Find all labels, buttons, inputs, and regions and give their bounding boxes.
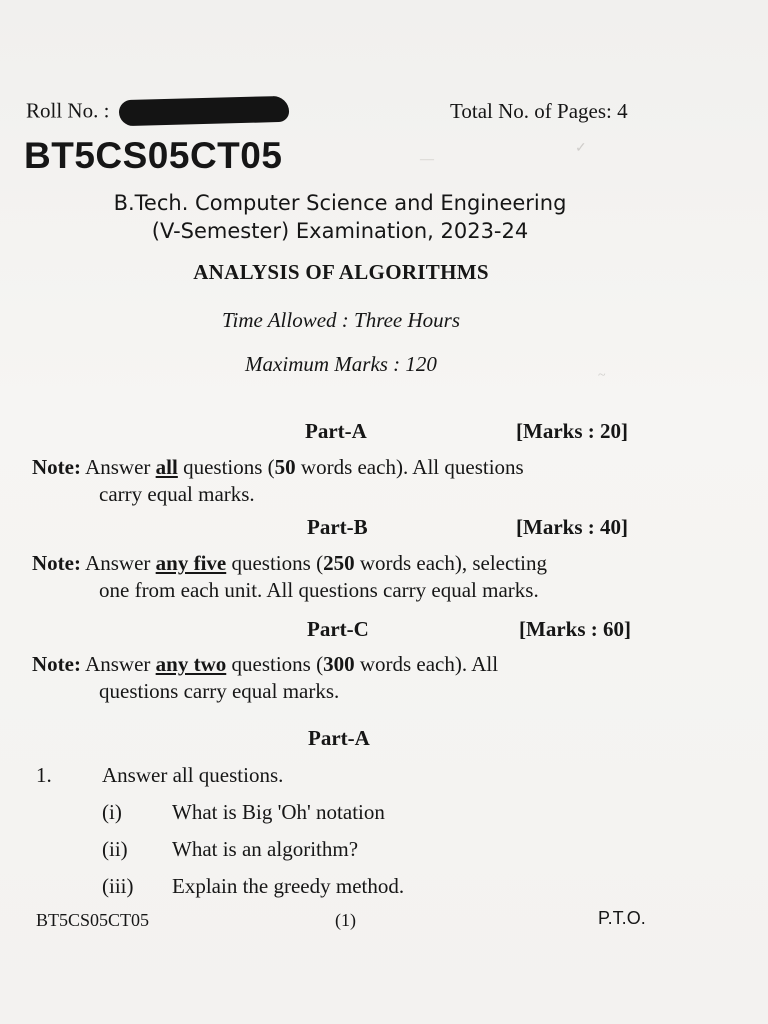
- part-b-marks: [Marks : 40]: [516, 515, 628, 539]
- question-number: 1.: [36, 763, 52, 787]
- part-a-note: [32, 454, 662, 508]
- part-c-heading: Part-C: [307, 617, 369, 641]
- sub-question-number: (i): [102, 800, 122, 824]
- section-heading: Part-A: [308, 726, 370, 750]
- redaction-mark: [118, 96, 289, 126]
- sub-question-text: What is Big 'Oh' notation: [172, 800, 385, 824]
- total-pages: Total No. of Pages: 4: [450, 99, 628, 123]
- sub-question-number: (ii): [102, 837, 128, 861]
- note-line-2: carry equal marks.: [99, 482, 255, 506]
- roll-number-label: Roll No. :: [26, 98, 110, 123]
- footer-page-number: (1): [335, 910, 356, 930]
- question-text: Answer all questions.: [102, 763, 284, 787]
- subject-title: ANALYSIS OF ALGORITHMS: [193, 260, 489, 284]
- time-allowed: Time Allowed : Three Hours: [221, 308, 460, 332]
- exam-line: (V-Semester) Examination, 2023-24: [151, 219, 529, 243]
- note-text: Answer any five questions (250 words each), selecting: [85, 551, 547, 575]
- sub-question-text: Explain the greedy method.: [172, 874, 405, 898]
- note-text: Answer any two questions (300 words each). All: [85, 652, 499, 676]
- part-b-heading: Part-B: [307, 515, 368, 539]
- show-through-mark: ~: [598, 368, 606, 383]
- maximum-marks: Maximum Marks : 120: [245, 352, 437, 376]
- note-line-2: questions carry equal marks.: [99, 679, 340, 703]
- footer-pto: P.T.O.: [598, 908, 646, 928]
- footer-paper-code: BT5CS05CT05: [36, 910, 150, 930]
- part-c-note: [32, 651, 662, 705]
- show-through-mark: ✓: [575, 141, 587, 156]
- sub-question-text: What is an algorithm?: [172, 837, 359, 861]
- note-label: Note:: [32, 652, 81, 676]
- part-c-marks: [Marks : 60]: [519, 617, 631, 641]
- degree-line: B.Tech. Computer Science and Engineering: [113, 191, 567, 215]
- part-a-marks: [Marks : 20]: [516, 419, 628, 443]
- show-through-mark: —: [420, 152, 434, 167]
- note-label: Note:: [32, 455, 81, 479]
- note-label: Note:: [32, 551, 81, 575]
- paper-code-heading: BT5CS05CT05: [24, 135, 283, 176]
- note-line-2: one from each unit. All questions carry equal marks.: [99, 578, 539, 602]
- part-a-heading: Part-A: [305, 419, 367, 443]
- part-b-note: [32, 550, 662, 604]
- note-text: Answer all questions (50 words each). All questions: [85, 455, 524, 479]
- roll-number-row: [26, 97, 289, 124]
- sub-question-number: (iii): [102, 874, 134, 898]
